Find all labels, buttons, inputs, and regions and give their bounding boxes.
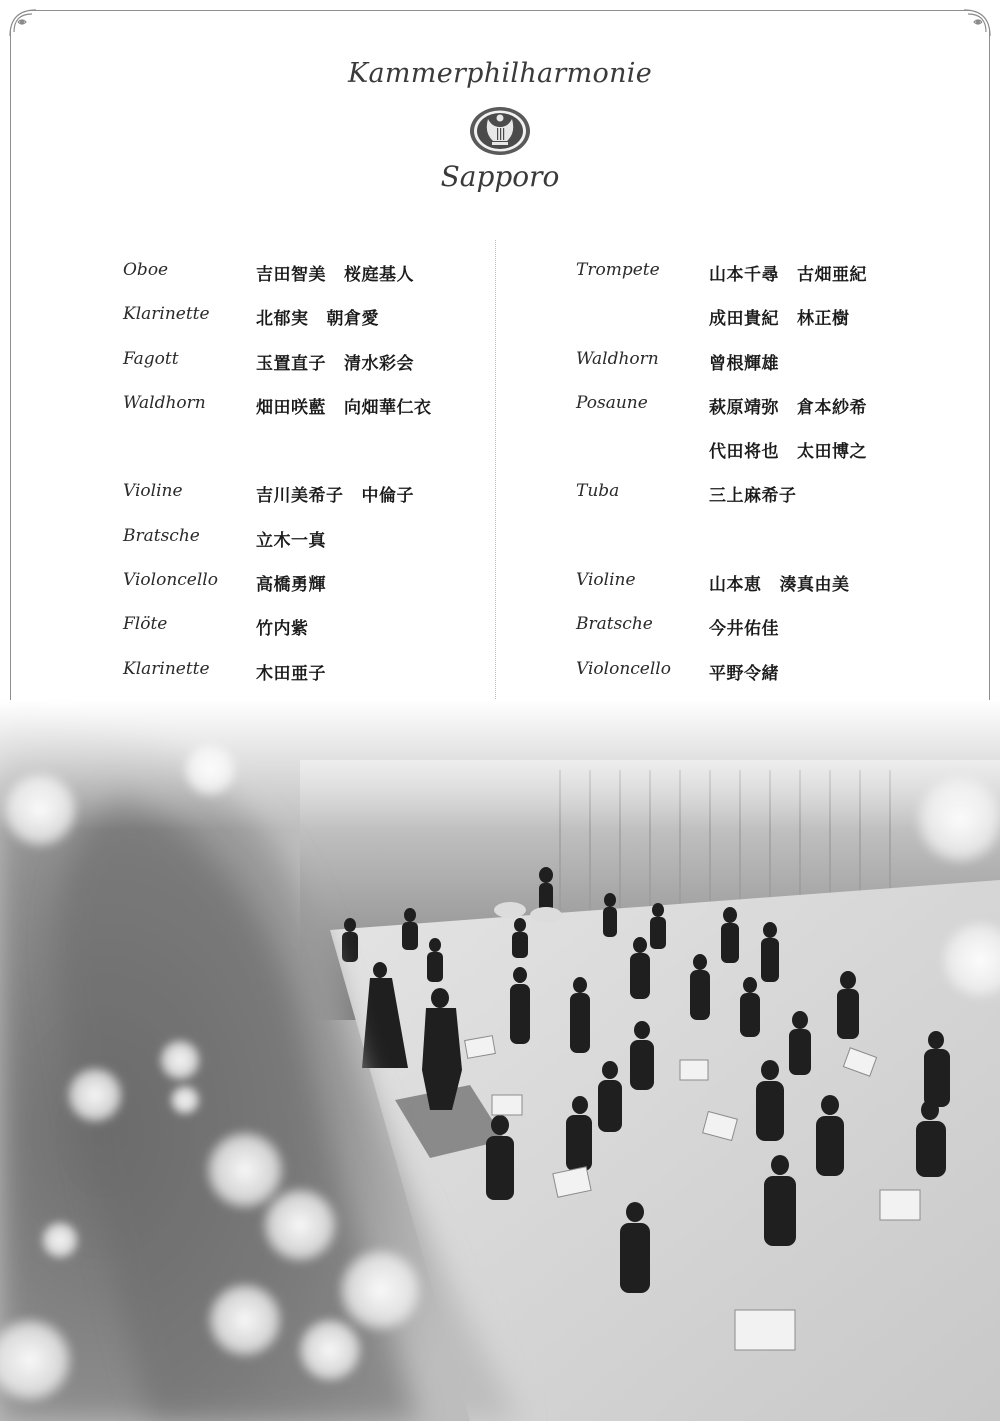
member-names: [256, 481, 414, 506]
instrument-label: Klarinette: [123, 304, 210, 325]
member-names: [256, 526, 326, 551]
member-name: 山本千尋: [709, 265, 779, 285]
member-names: [256, 614, 309, 639]
member-name: 古畑亜紀: [797, 265, 867, 285]
member-names: [709, 393, 867, 418]
member-names: [256, 260, 414, 285]
member-name: 吉川美希子: [256, 486, 344, 507]
instrument-label: Posaune: [576, 392, 648, 413]
member-name: 吉田智美: [256, 265, 326, 285]
instrument-label: Bratsche: [123, 525, 200, 546]
member-name: 竹内紫: [256, 619, 309, 640]
member-names: [256, 304, 379, 329]
instrument-label: Flöte: [123, 614, 168, 635]
member-name: 曾根輝雄: [709, 353, 779, 374]
instrument-label: Waldhorn: [123, 392, 206, 413]
member-names: [256, 393, 432, 418]
instrument-label: Tuba: [576, 481, 620, 502]
member-name: 向畑華仁衣: [344, 397, 432, 418]
instrument-label: Bratsche: [576, 614, 653, 635]
member-name: 太田博之: [797, 442, 867, 463]
member-name: 今井佑佳: [709, 619, 779, 640]
orchestra-photo: [0, 700, 1000, 1421]
corner-ornament-icon: [958, 8, 992, 42]
member-name: 三上麻希子: [709, 486, 797, 507]
lyre-emblem-icon: [466, 105, 534, 157]
member-name: 倉本紗希: [797, 397, 867, 418]
member-name: 北郁実: [256, 309, 309, 330]
orchestra-title-top: Kammerphilharmonie: [348, 58, 652, 89]
orchestra-title-bottom: Sapporo: [440, 160, 560, 193]
member-names: [256, 349, 414, 374]
member-name: 玉置直子: [256, 353, 326, 374]
member-name: 高橋勇輝: [256, 575, 326, 596]
member-names: [709, 481, 797, 506]
member-names: [256, 659, 326, 684]
instrument-label: Klarinette: [123, 658, 210, 679]
member-names: [709, 437, 867, 462]
member-name: 平野令緒: [709, 663, 779, 684]
member-name: 中倫子: [361, 486, 414, 507]
member-names: [709, 260, 867, 285]
member-names: [709, 304, 850, 329]
column-divider: [495, 240, 496, 765]
member-name: 清水彩会: [344, 353, 414, 374]
member-names: [709, 570, 850, 595]
member-name: 畑田咲藍: [256, 397, 326, 418]
instrument-label: Fagott: [123, 348, 179, 369]
instrument-label: Violine: [576, 570, 636, 591]
member-name: 山本恵: [709, 575, 762, 596]
member-name: 代田将也: [709, 442, 779, 463]
instrument-label: Oboe: [123, 260, 169, 280]
member-name: 成田貴紀: [709, 309, 779, 330]
member-name: 朝倉愛: [326, 309, 379, 330]
member-name: 立木一真: [256, 530, 326, 551]
member-names: [709, 614, 779, 639]
corner-ornament-icon: [8, 8, 42, 42]
member-name: 桜庭基人: [344, 265, 414, 285]
instrument-label: Waldhorn: [576, 348, 659, 369]
member-name: 萩原靖弥: [709, 397, 779, 418]
instrument-label: Violine: [123, 481, 183, 502]
member-name: 林正樹: [797, 309, 850, 330]
instrument-label: Violoncello: [123, 570, 218, 591]
member-name: 木田亜子: [256, 663, 326, 684]
instrument-label: Violoncello: [576, 658, 671, 679]
member-name: 湊真由美: [779, 575, 850, 596]
member-names: [256, 570, 326, 595]
member-names: [709, 659, 779, 684]
member-names: [709, 349, 779, 374]
instrument-label: Trompete: [576, 260, 660, 280]
